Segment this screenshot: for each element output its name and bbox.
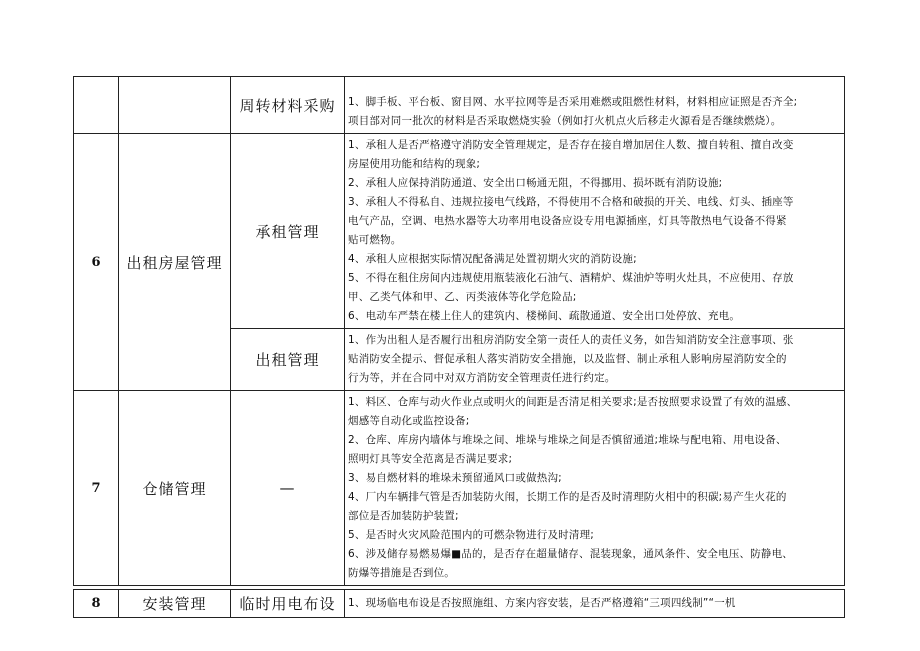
content-line: 5、是否时火灾风险范围内的可燃杂物进行及时清理; — [348, 529, 595, 541]
content-line: 防爆等措施是否到位。 — [348, 567, 455, 579]
content-cell — [345, 329, 845, 391]
category-cell — [119, 77, 231, 134]
content-line: 1、现场临电布设是否按照施组、方案内容安装，是否严格遵箱“三项四线制”“一机 — [348, 597, 736, 609]
content-line: 项目部对同一批次的材料是否采取燃烧实验（例如打火机点火后移走火源看是否继续燃烧）。 — [348, 115, 782, 127]
content-line: 行为等，并在合同中对双方消防安全管理责任进行约定。 — [348, 372, 616, 384]
content-line: 1、作为出租人是否履行出租房消防安全第一责任人的责任义务，如告知消防安全注意事项、张 — [348, 334, 794, 346]
content-line: 甲、乙类气体和甲、乙、丙类液体等化学危险品; — [348, 291, 577, 303]
content-cell — [345, 391, 845, 586]
content-line: 1、料区、仓库与动火作业点或明火的间距是否清足相关要求;是否按照要求设置了有效的温感、 — [348, 396, 798, 408]
content-cell — [345, 77, 845, 134]
content-line: 4、承租人应根据实际情况配备满足处置初期火灾的消防设施; — [348, 253, 637, 265]
subcategory-cell: 临时用电布设 — [231, 590, 345, 618]
content-line: 烟感等自动化或监控设备; — [348, 415, 470, 427]
content-line: 3、承租人不得私自、违规拉接电气线路，不得使用不合格和破损的开关、电线、灯头、插座等 — [348, 196, 794, 208]
row-number — [74, 77, 119, 134]
table-row — [74, 134, 845, 329]
row-number: 6 — [74, 134, 119, 391]
content-cell — [345, 134, 845, 329]
category-cell: 安装管理 — [119, 590, 231, 618]
subcategory-cell: 出租管理 — [231, 329, 345, 391]
content-line: 6、电动车严禁在楼上住人的建筑内、楼梯间、疏散通道、安全出口处停放、充电。 — [348, 310, 741, 322]
category-cell: 仓储管理 — [119, 391, 231, 586]
content-line: 贴可燃物。 — [348, 234, 402, 246]
content-line: 房屋使用功能和结构的现象; — [348, 158, 481, 170]
content-line: 电气产品，空调、电热水器等大功率用电设备应设专用电源插座，灯具等散热电气设备不得紧 — [348, 215, 787, 227]
content-line: 贴消防安全提示、督促承租人落实消防安全措施，以及监督、制止承租人影响房屋消防安全的 — [348, 353, 787, 365]
table-row — [74, 77, 845, 134]
content-line: 1、承租人是否严格遵守消防安全管理规定，是否存在接自增加居住人数、擅自转租、擅自改变 — [348, 139, 794, 151]
content-line: 4、厂内车辆排气管是否加装防火闱，长期工作的是否及时清理防火相中的积碳;易产生火花的 — [348, 491, 787, 503]
content-line: 3、易自燃材料的堆垛未预留通风口或做热沟; — [348, 472, 562, 484]
table-row — [74, 391, 845, 586]
content-line: 2、仓库、库房内墙体与堆垛之间、堆垛与堆垛之间是否慎留通道;堆垛与配电箱、用电设备、 — [348, 434, 787, 446]
content-line: 1、脚手板、平台板、窗目网、水平拉网等是否采用难燃或阻燃性材料，材料相应证照是否齐全; — [348, 96, 798, 108]
content-line: 照明灯具等安全范离是否满足要求; — [348, 453, 513, 465]
content-cell — [345, 590, 845, 618]
content-line: 部位是否加装防护装置; — [348, 510, 459, 522]
subcategory-cell: — — [231, 391, 345, 586]
inspection-table — [73, 76, 845, 618]
subcategory-cell: 周转材料采购 — [231, 77, 345, 134]
row-number: 8 — [74, 590, 119, 618]
content-line: 2、承租人应保持消防通道、安全出口畅通无阻，不得挪用、损坏既有消防设施; — [348, 177, 723, 189]
row-number: 7 — [74, 391, 119, 586]
table-row — [74, 590, 845, 618]
content-line: 6、涉及储存易燃易爆■品的，是否存在超量储存、混装现象，通风条件、安全电压、防静电、 — [348, 548, 793, 560]
category-cell: 出租房屋管理 — [119, 134, 231, 391]
subcategory-cell: 承租管理 — [231, 134, 345, 329]
content-line: 5、不得在租住房间内违规使用瓶装液化石油气、酒精炉、煤油炉等明火灶具，不应使用、存放 — [348, 272, 794, 284]
